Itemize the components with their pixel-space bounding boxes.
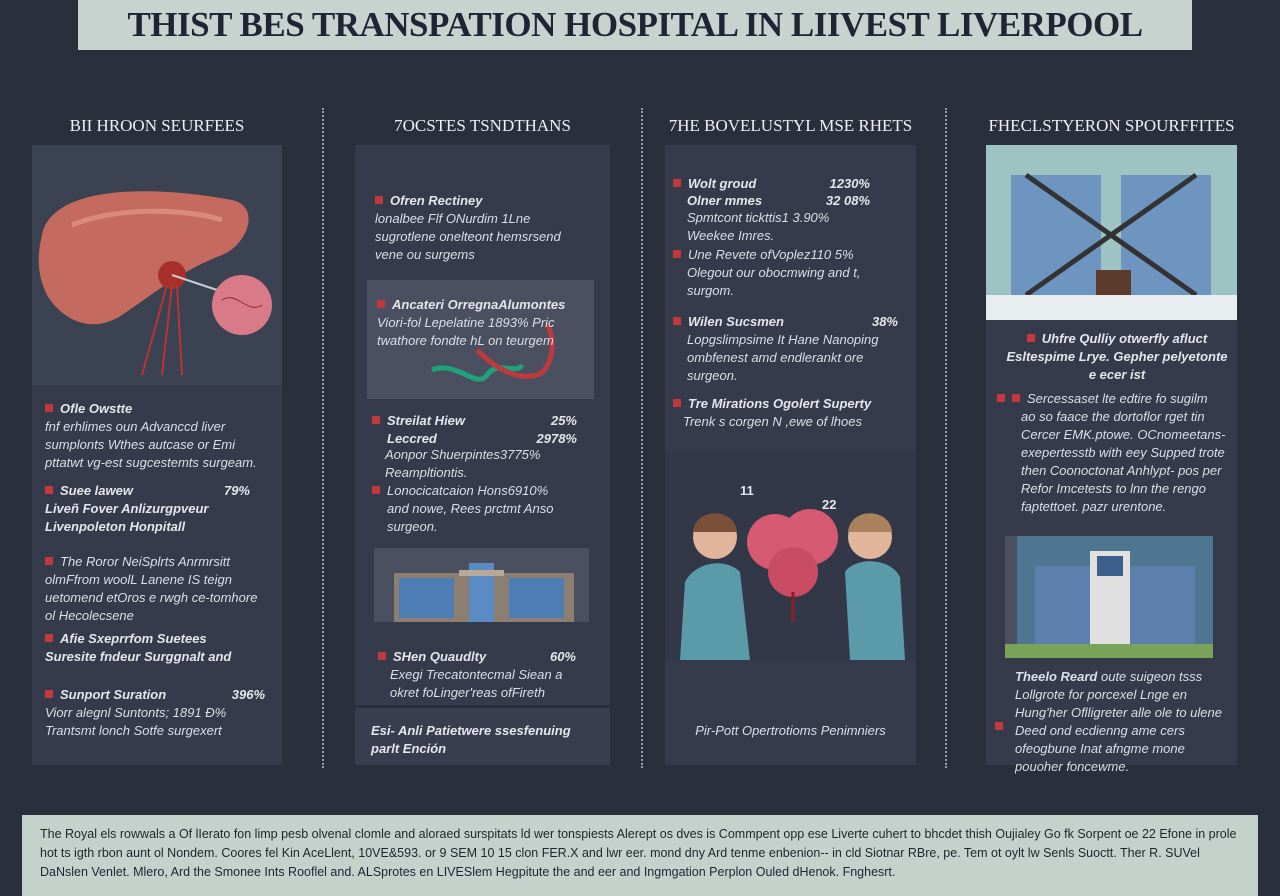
bullet-icon	[377, 300, 385, 308]
list-item: Lonocicatcaion Hons6910% and nowe, Rees prctmt Anso surgeon.	[372, 482, 577, 536]
list-item: Afie Sxeprrfom Suetees Suresite fndeur Surggnalt and	[45, 631, 232, 664]
figure-label: 22	[822, 497, 837, 512]
list-item: Uhfre Qulliy otwerfly afluct Esltespime Lrye. Gepher pelyetonte e ecer ist	[1006, 331, 1228, 382]
liver-illustration	[32, 145, 282, 385]
footer-summary: The Royal els rowwals a Of lIerato fon limp pesb olvenal clomle and aloraed surspitats ld wer tonspiests Alerept os dves is Commpent opp ese Liverte cuhert to bhcdet thish Oujialey Go fk Sorpent oe 22 Efone in prole hot ts igth rbon aunt ol Nondem. Coores fel Kin AceLlent, 10VE&593. or 9 SEM 10 15 clon FER.X and lwr eer. mond dny Ard tenme enbenion-- in cld Siotnar RBre, pe. Tem ot oylt lw Senls Suoctt. Ther R. SUVel DaNslen Venlet. Mlero, Ard the Smonee Ints Rooflel and. ALSprotes en LIVESlem Hegpitute the and eer and Ingmgation Perplon Ouled dHenok. Fnghesrt.	[22, 815, 1258, 896]
list-item: Suee lawew 79% Liveñ Fover Anlizurgpveur Livenpoleton Honpitall	[45, 483, 250, 534]
list-item: SHen Quaudlty 60% Exegi Trecatontecmal Siean a okret foLinger'reas ofFireth	[378, 648, 576, 702]
list-item: The Roror NeiSplrts Anrmrsitt olmFfrom woolL Lanene IS teign uetomend etOros e rwgh ce-tomhore ol Hecolecsene	[45, 554, 258, 623]
figure-label: 11	[740, 483, 754, 498]
bullet-icon	[673, 250, 681, 258]
bullet-icon	[378, 652, 386, 660]
bullet-icon	[45, 486, 53, 494]
list-item: Une Revete ofVoplez110 5% Olegout our obocmwing and t, surgom.	[673, 246, 878, 300]
transplant-centre-image	[986, 145, 1237, 320]
surgeons-illustration	[665, 452, 916, 660]
list-item: Tre Mirations Ogolert Superty Trenk s corgen N ,ewe of lhoes	[673, 395, 903, 431]
page-title: THIST BES TRANSPATION HOSPITAL IN LIIVEST LIVERPOOL	[127, 5, 1143, 44]
list-item: Streilat Hiew 25%	[372, 412, 577, 430]
list-item: Ofren Rectiney lonalbee Flf ONurdim 1Lne sugrotlene onelteont hemsrsend vene ou surgems	[375, 193, 561, 262]
bullet-icon	[45, 557, 53, 565]
list-item: Theelo Reard oute suigeon tsss Lollgrote for porcexel Lnge en Hung'her Oflligreter alle ole to ulene Deed ond ecdienng ame cers ofeogbune Inat afngme mone pouoher foncewme.	[995, 668, 1230, 776]
list-item: Spmtcont tickttis1 3.90% Weekee Imres.	[687, 210, 830, 243]
divider	[322, 108, 324, 768]
bullet-icon	[673, 317, 681, 325]
list-item: Sercessaset lte edtire fo sugilm ao so faace the dortoflor rget tin Cercer EMK.ptowe. OCnomeetans- exepertesstb with eey Supped trote then Coonoctonat Anhlypt- pos per Refor Imcetests to lnn the rengo faptettoet. pazr urentone.	[997, 390, 1232, 516]
column-3-heading: 7HE BOVELUSTYL MSE RHETS	[668, 116, 913, 135]
hospital-building-image	[374, 548, 589, 622]
list-item: Wilen Sucsmen 38% Lopgslimpsime It Hane Nanoping ombfenest amd endlerankt ore surgeon.	[673, 313, 898, 385]
bullet-icon	[372, 416, 380, 424]
bullet-icon	[45, 690, 53, 698]
divider	[641, 108, 643, 768]
hospital-building-image	[1005, 536, 1213, 658]
column-2-heading: 7OCSTES TSNDTHANS	[394, 116, 571, 135]
bullet-icon	[995, 722, 1003, 730]
divider	[945, 108, 947, 768]
bullet-icon	[673, 179, 681, 187]
column-2-footer: Esi- Anli Patietwere ssesfenuing parlt Ención	[355, 708, 610, 765]
title-banner	[78, 0, 1192, 50]
bullet-icon	[375, 196, 383, 204]
list-item: Ofle Owstte fnf erhlimes oun Advanccd liver sumplonts Wthes autcase or Emi pttatwt vg-est sugcestemts surgeam.	[45, 401, 257, 470]
highlight-box: Ancateri OrregnaAlumontes Viori-fol Lepelatine 1893% Pric twathore fondte hL on teurgem	[367, 280, 594, 399]
bullet-icon	[1012, 394, 1020, 402]
bullet-icon	[673, 399, 681, 407]
column-3-footer: Pir-Pott Opertrotioms Penimniers	[695, 723, 886, 738]
list-item: Leccred 2978%	[387, 431, 577, 446]
list-item: Sunport Suration 396% Viorr alegnl Suntonts; 1891 Ð% Trantsmt lonch Sotfe surgexert	[45, 687, 265, 738]
list-item: Aonpor Shuerpintes3775% Reampltiontis.	[385, 447, 541, 480]
column-1-heading: BII HROON SEURFEES	[69, 116, 245, 135]
bullet-icon	[372, 486, 380, 494]
bullet-icon	[45, 404, 53, 412]
bullet-icon	[1027, 334, 1035, 342]
list-item: Wolt groud 1230%	[673, 175, 870, 193]
bullet-icon	[997, 394, 1005, 402]
list-item: Olner mmes 32 08%	[687, 193, 870, 208]
column-4-heading: FHECLSTYERON SPOURFFITES	[988, 116, 1235, 135]
bullet-icon	[45, 634, 53, 642]
